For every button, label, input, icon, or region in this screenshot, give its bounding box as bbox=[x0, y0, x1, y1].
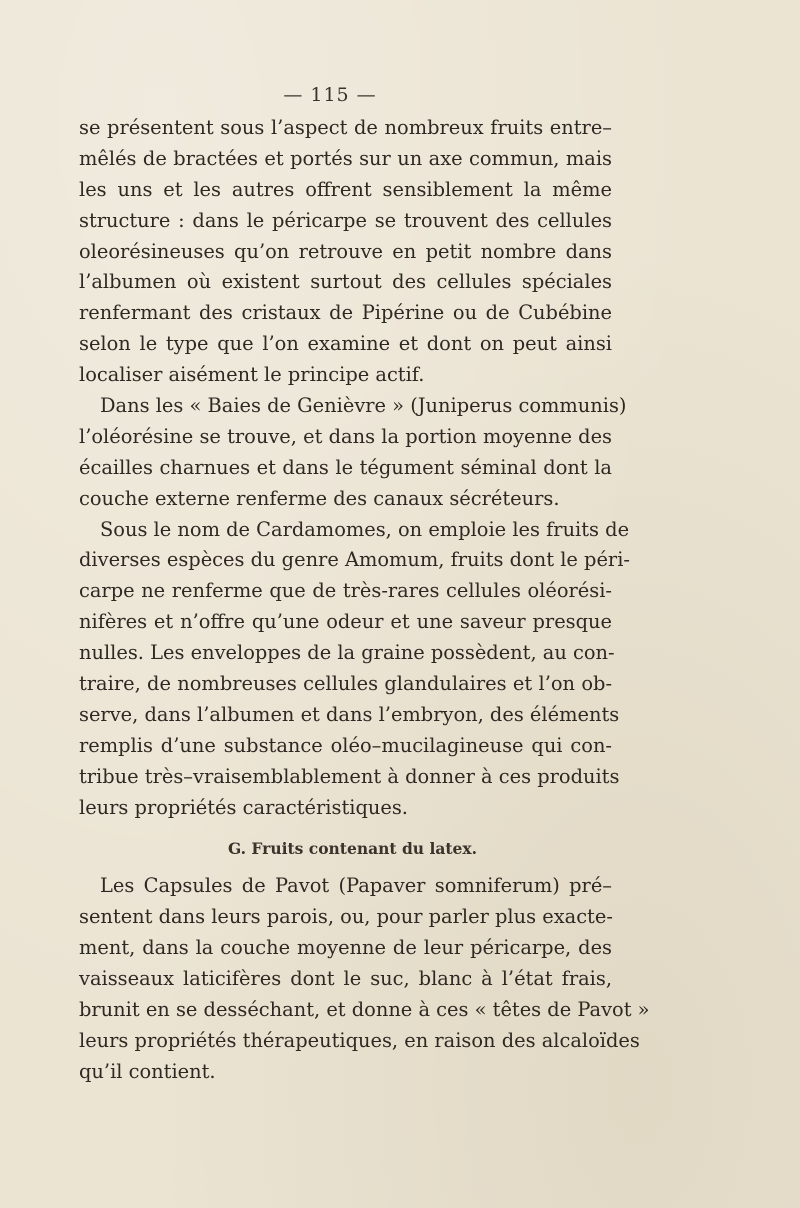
section-heading: G. Fruits contenant du latex. bbox=[227, 839, 478, 859]
text-line: brunit en se desséchant, et donne à ces « têtes de Pavot » bbox=[79, 998, 650, 1022]
text-line: traire, de nombreuses cellules glandulaires et l’on ob- bbox=[79, 672, 612, 696]
paragraph-2 bbox=[79, 391, 627, 515]
text-line: ment, dans la couche moyenne de leur péricarpe, des bbox=[79, 936, 612, 960]
body-text bbox=[79, 113, 650, 1088]
paragraph-4 bbox=[79, 871, 650, 1087]
text-line: sentent dans leurs parois, ou, pour parler plus exacte- bbox=[79, 905, 613, 929]
text-line: Les Capsules de Pavot (Papaver somniferum) pré– bbox=[100, 874, 612, 898]
text-line: se présentent sous l’aspect de nombreux fruits entre– bbox=[79, 116, 612, 139]
text-line: structure : dans le péricarpe se trouvent des cellules bbox=[79, 208, 612, 232]
page-number: — 115 — bbox=[283, 84, 377, 106]
text-line: couche externe renferme des canaux sécréteurs. bbox=[79, 486, 560, 510]
text-line: Dans les « Baies de Genièvre » (Juniperus communis) bbox=[100, 394, 627, 418]
text-line: leurs propriétés caractéristiques. bbox=[79, 795, 408, 819]
text-line: mêlés de bractées et portés sur un axe commun, mais bbox=[79, 146, 612, 170]
text-line: tribue très–vraisemblablement à donner à ces produits bbox=[79, 764, 620, 788]
text-line: l’oléorésine se trouve, et dans la portion moyenne des bbox=[79, 424, 612, 448]
text-line: vaisseaux laticifères dont le suc, blanc à l’état frais, bbox=[79, 967, 612, 991]
text-line: oleorésineuses qu’on retrouve en petit nombre dans bbox=[79, 239, 612, 263]
text-line: écailles charnues et dans le tégument séminal dont la bbox=[79, 455, 612, 479]
text-line: les uns et les autres offrent sensiblement la même bbox=[79, 177, 612, 201]
text-line: l’albumen où existent surtout des cellules spéciales bbox=[79, 270, 612, 294]
paragraph-1 bbox=[79, 113, 612, 391]
text-line: remplis d’une substance oléo–mucilagineuse qui con- bbox=[79, 733, 612, 757]
paragraph-3 bbox=[79, 515, 630, 824]
text-line: carpe ne renferme que de très-rares cellules oléorési- bbox=[79, 579, 612, 603]
text-line: nulles. Les enveloppes de la graine possèdent, au con- bbox=[79, 641, 615, 665]
text-line: localiser aisément le principe actif. bbox=[79, 363, 425, 387]
text-line: diverses espèces du genre Amomum, fruits dont le péri- bbox=[79, 548, 630, 572]
text-line: nifères et n’offre qu’une odeur et une saveur presque bbox=[79, 610, 612, 634]
text-line: serve, dans l’albumen et dans l’embryon, des éléments bbox=[79, 702, 620, 726]
text-line: renfermant des cristaux de Pipérine ou de Cubébine bbox=[79, 301, 612, 325]
text-line: leurs propriétés thérapeutiques, en raison des alcaloïdes bbox=[79, 1028, 640, 1052]
text-line: qu’il contient. bbox=[79, 1059, 216, 1083]
text-line: selon le type que l’on examine et dont on peut ainsi bbox=[79, 332, 612, 356]
text-line: Sous le nom de Cardamomes, on emploie les fruits de bbox=[100, 517, 630, 541]
